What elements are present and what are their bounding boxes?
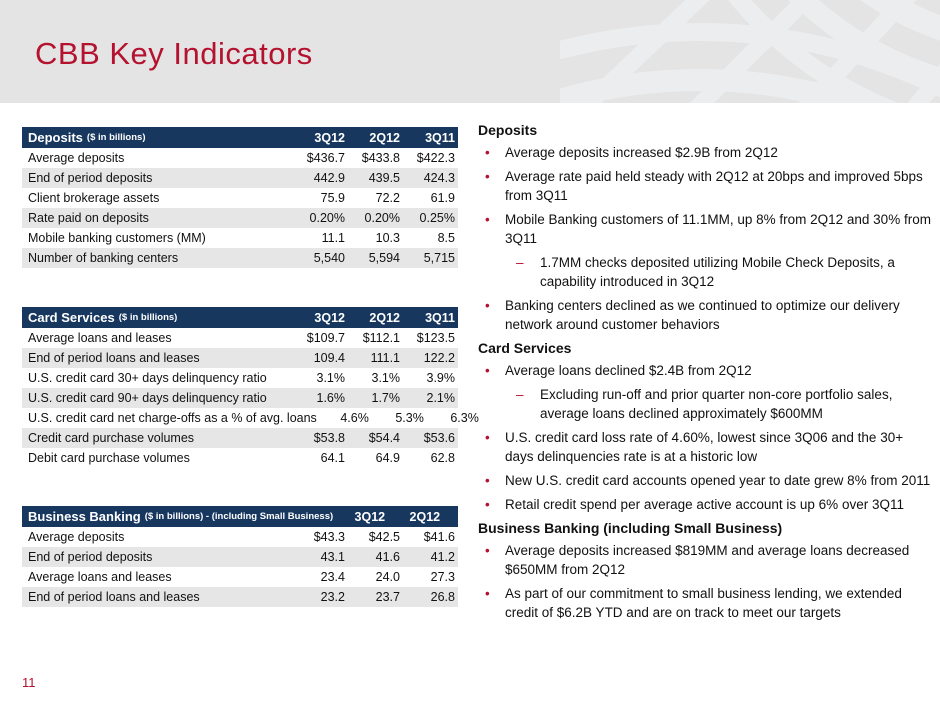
row-value: 26.8 (430, 590, 455, 604)
table-subtitle: ($ in billions) (86, 132, 146, 143)
bullet-item (478, 541, 933, 579)
flagscape-watermark-icon (560, 0, 940, 103)
row-label: U.S. credit card net charge-offs as a % of avg. loans (28, 411, 317, 425)
row-value: $123.5 (416, 331, 455, 345)
bullet-dot-icon: • (485, 363, 490, 378)
row-label: End of period deposits (28, 171, 153, 185)
row-value: 111.1 (370, 351, 400, 365)
bullet-text: Banking centers declined as we continued to optimize our delivery network around customer behaviors (505, 298, 900, 332)
row-label: U.S. credit card 90+ days delinquency ratio (28, 391, 267, 405)
row-value: 2.1% (426, 391, 455, 405)
bullet-item (478, 143, 933, 162)
row-label: Average loans and leases (28, 570, 172, 584)
row-value: 27.3 (430, 570, 455, 584)
header-band (0, 0, 940, 103)
bullet-dot-icon: • (485, 298, 490, 313)
bullet-dot-icon: • (485, 473, 490, 488)
table-subtitle: ($ in billions) - (including Small Business) (144, 511, 334, 522)
table-column-header: 3Q11 (465, 509, 496, 524)
table-title: Deposits (28, 130, 83, 145)
bullet-item (478, 296, 933, 334)
table-column-header: 2Q12 (409, 509, 441, 524)
bullet-text: Excluding run-off and prior quarter non-core portfolio sales, average loans declined approximately $600MM (540, 387, 893, 421)
row-value: $54.4 (368, 431, 400, 445)
row-value: $43.3 (313, 530, 345, 544)
row-value: $422.3 (416, 151, 455, 165)
table-header-row (22, 127, 458, 148)
row-label: Rate paid on deposits (28, 211, 149, 225)
row-value: $436.7 (306, 151, 345, 165)
row-value: 23.4 (320, 570, 345, 584)
bullet-item (478, 210, 933, 248)
slide-title: CBB Key Indicators (35, 36, 313, 71)
table-row (22, 168, 458, 188)
section-heading: Card Services (478, 340, 572, 356)
bullet-text: Average loans declined $2.4B from 2Q12 (505, 363, 752, 378)
bullet-text: Retail credit spend per average active account is up 6% over 3Q11 (505, 497, 904, 512)
bullet-item (478, 361, 933, 380)
row-value: 442.9 (313, 171, 345, 185)
bullet-item (478, 167, 933, 205)
table-column-header: 3Q11 (425, 310, 455, 325)
bullet-item (478, 471, 933, 490)
table-row (22, 567, 458, 587)
row-value: 1.7% (371, 391, 400, 405)
bullet-dot-icon: • (485, 430, 490, 445)
page-number: 11 (22, 675, 36, 690)
table-column-header: 3Q11 (425, 130, 455, 145)
table-row (22, 228, 458, 248)
row-value: 64.9 (375, 451, 400, 465)
table-row (22, 408, 479, 428)
row-value: 23.7 (375, 590, 400, 604)
table-title: Card Services (28, 310, 115, 325)
row-label: End of period loans and leases (28, 351, 200, 365)
row-value: 5,594 (368, 251, 400, 265)
row-value: 439.5 (368, 171, 400, 185)
bullet-text: Average rate paid held steady with 2Q12 at 20bps and improved 5bps from 3Q11 (505, 169, 923, 203)
bullet-text: Mobile Banking customers of 11.1MM, up 8% from 2Q12 and 30% from 3Q11 (505, 212, 931, 246)
row-value: 0.20% (309, 211, 345, 225)
table-row (22, 348, 458, 368)
table-title: Business Banking (28, 509, 141, 524)
row-value: 10.3 (375, 231, 400, 245)
table-row (22, 388, 458, 408)
bullet-item (478, 584, 933, 622)
row-label: U.S. credit card 30+ days delinquency ratio (28, 371, 267, 385)
row-value: 43.1 (320, 550, 345, 564)
table-row (22, 368, 458, 388)
bullet-text: As part of our commitment to small business lending, we extended credit of $6.2B YTD and are on track to meet our targets (505, 586, 902, 620)
row-value: $433.8 (361, 151, 400, 165)
table-column-header: 3Q12 (314, 310, 345, 325)
row-value: 41.2 (430, 550, 455, 564)
row-value: 11.1 (321, 231, 345, 245)
row-label: End of period loans and leases (28, 590, 200, 604)
row-value: 109.4 (313, 351, 345, 365)
row-value: 41.6 (375, 550, 400, 564)
bullet-item (478, 495, 933, 514)
table-row (22, 328, 458, 348)
bullet-text: U.S. credit card loss rate of 4.60%, lowest since 3Q06 and the 30+ days delinquencies rate is at a historic low (505, 430, 904, 464)
bullet-dot-icon: • (485, 586, 490, 601)
card-services-table (22, 307, 479, 468)
table-row (22, 248, 458, 268)
table-row (22, 527, 458, 547)
dash-icon: – (516, 255, 524, 270)
row-value: 5.3% (395, 411, 424, 425)
row-value: 3.1% (316, 371, 345, 385)
table-column-header: 2Q12 (369, 310, 400, 325)
row-value: $53.6 (423, 431, 455, 445)
row-label: Average loans and leases (28, 331, 172, 345)
table-subtitle: ($ in billions) (118, 312, 178, 323)
row-value: $41.6 (423, 530, 455, 544)
table-header-row (22, 506, 496, 527)
row-label: Number of banking centers (28, 251, 179, 265)
bullet-text: 1.7MM checks deposited utilizing Mobile Check Deposits, a capability introduced in 3Q12 (540, 255, 895, 289)
dash-icon: – (516, 387, 524, 402)
table-row (22, 428, 458, 448)
row-value: 72.2 (375, 191, 400, 205)
row-value: 424.3 (423, 171, 455, 185)
row-value: 23.2 (320, 590, 345, 604)
sub-bullet-item (478, 385, 933, 423)
business-banking-table (22, 506, 496, 607)
table-row (22, 448, 458, 468)
table-row (22, 188, 458, 208)
row-value: 5,540 (313, 251, 345, 265)
row-value: $109.7 (306, 331, 345, 345)
row-label: Average deposits (28, 530, 125, 544)
section-heading: Business Banking (including Small Business) (478, 520, 783, 536)
row-value: $112.1 (362, 331, 400, 345)
sub-bullet-item (478, 253, 933, 291)
row-value: 24.0 (375, 570, 400, 584)
row-value: 61.9 (430, 191, 455, 205)
bullet-dot-icon: • (485, 169, 490, 184)
bullet-text: Average deposits increased $2.9B from 2Q12 (505, 145, 778, 160)
table-column-header: 3Q12 (314, 130, 345, 145)
row-label: Client brokerage assets (28, 191, 160, 205)
row-value: 62.8 (430, 451, 455, 465)
row-value: 5,715 (423, 251, 455, 265)
bullet-dot-icon: • (485, 212, 490, 227)
row-value: 3.1% (371, 371, 400, 385)
bullet-dot-icon: • (485, 497, 490, 512)
row-value: 3.9% (426, 371, 455, 385)
table-row (22, 148, 458, 168)
table-row (22, 587, 458, 607)
table-row (22, 208, 458, 228)
section-heading: Deposits (478, 122, 538, 138)
row-value: 8.5 (437, 231, 455, 245)
bullet-text: Average deposits increased $819MM and average loans decreased $650MM from 2Q12 (505, 543, 910, 577)
row-value: 4.6% (340, 411, 369, 425)
row-value: 0.20% (364, 211, 400, 225)
row-value: $53.8 (313, 431, 345, 445)
deposits-table (22, 127, 458, 268)
row-label: End of period deposits (28, 550, 153, 564)
row-label: Mobile banking customers (MM) (28, 231, 206, 245)
table-header-row (22, 307, 458, 328)
row-value: 75.9 (320, 191, 345, 205)
row-value: 122.2 (423, 351, 455, 365)
table-column-header: 2Q12 (369, 130, 400, 145)
row-value: $42.5 (368, 530, 400, 544)
bullet-dot-icon: • (485, 145, 490, 160)
bullet-text: New U.S. credit card accounts opened year to date grew 8% from 2011 (505, 473, 931, 488)
row-label: Debit card purchase volumes (28, 451, 190, 465)
row-value: 0.25% (419, 211, 455, 225)
bullet-dot-icon: • (485, 543, 490, 558)
row-value: 6.3% (450, 411, 479, 425)
row-value: 64.1 (320, 451, 345, 465)
row-label: Average deposits (28, 151, 125, 165)
table-column-header: 3Q12 (354, 509, 386, 524)
notes-column (478, 121, 933, 627)
row-label: Credit card purchase volumes (28, 431, 195, 445)
row-value: 1.6% (316, 391, 345, 405)
table-row (22, 547, 458, 567)
bullet-item (478, 428, 933, 466)
